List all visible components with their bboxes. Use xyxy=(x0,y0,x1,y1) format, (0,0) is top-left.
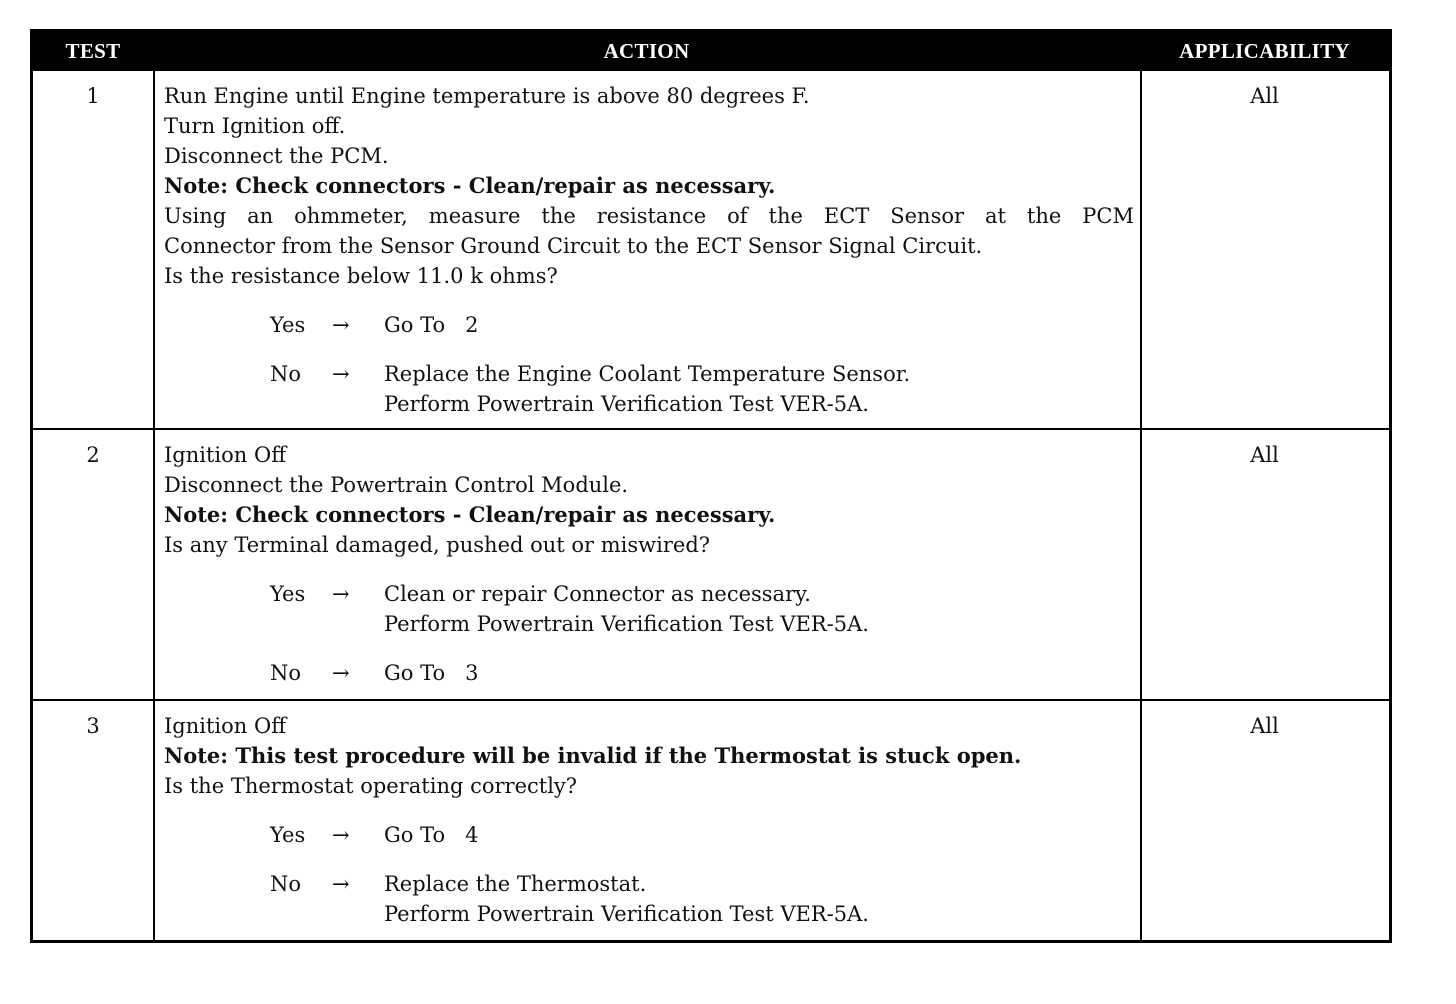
arrow-icon: → xyxy=(332,582,350,606)
no-result-line2: Perform Powertrain Verification Test VER-5A. xyxy=(384,392,869,416)
no-option xyxy=(164,658,1134,688)
no-result: Replace the Engine Coolant Temperature Sensor. xyxy=(384,362,911,386)
action-cell xyxy=(164,711,1134,929)
action-line: Disconnect the PCM. xyxy=(164,144,389,168)
no-label: No xyxy=(270,872,302,896)
yes-option xyxy=(164,310,1134,340)
question-line: Is any Terminal damaged, pushed out or miswired? xyxy=(164,533,711,557)
yes-result-line2: Perform Powertrain Verification Test VER-5A. xyxy=(384,612,869,636)
test-number: 2 xyxy=(86,443,100,467)
yes-result: Clean or repair Connector as necessary. xyxy=(384,582,811,606)
arrow-icon: → xyxy=(332,362,350,386)
action-line: Run Engine until Engine temperature is above 80 degrees F. xyxy=(164,84,810,108)
yes-label: Yes xyxy=(270,313,306,337)
note-line: Note: This test procedure will be invalid if the Thermostat is stuck open. xyxy=(164,743,1022,768)
arrow-icon: → xyxy=(332,872,350,896)
arrow-icon: → xyxy=(332,661,350,685)
note-line: Note: Check connectors - Clean/repair as necessary. xyxy=(164,173,776,198)
no-result-line2: Perform Powertrain Verification Test VER-5A. xyxy=(384,902,869,926)
yes-result: Go To 2 xyxy=(384,313,479,337)
arrow-icon: → xyxy=(332,313,350,337)
table-row xyxy=(33,71,1389,428)
no-result: Go To 3 xyxy=(384,661,479,685)
no-option xyxy=(164,359,1134,419)
table-header xyxy=(33,32,1389,71)
yes-label: Yes xyxy=(270,582,306,606)
yes-option xyxy=(164,579,1134,639)
no-result: Replace the Thermostat. xyxy=(384,872,647,896)
diagnostic-test-table xyxy=(30,29,1392,943)
header-action: ACTION xyxy=(603,39,690,63)
header-applicability: APPLICABILITY xyxy=(1179,39,1350,63)
action-line: Ignition Off xyxy=(164,443,287,467)
yes-label: Yes xyxy=(270,823,306,847)
action-cell xyxy=(164,81,1134,419)
action-line: Connector from the Sensor Ground Circuit to the ECT Sensor Signal Circuit. xyxy=(164,234,983,258)
action-line: Disconnect the Powertrain Control Module. xyxy=(164,473,629,497)
question-line: Is the resistance below 11.0 k ohms? xyxy=(164,264,558,288)
action-cell xyxy=(164,440,1134,688)
test-number: 1 xyxy=(86,84,100,108)
applicability-cell: All xyxy=(1250,443,1279,467)
question-line: Is the Thermostat operating correctly? xyxy=(164,774,578,798)
table-row xyxy=(33,701,1389,940)
action-line: Turn Ignition off. xyxy=(164,114,346,138)
applicability-cell: All xyxy=(1250,84,1279,108)
no-option xyxy=(164,869,1134,929)
note-line: Note: Check connectors - Clean/repair as necessary. xyxy=(164,502,776,527)
arrow-icon: → xyxy=(332,823,350,847)
header-test: TEST xyxy=(65,39,121,63)
action-line: Ignition Off xyxy=(164,714,287,738)
no-label: No xyxy=(270,362,302,386)
yes-result: Go To 4 xyxy=(384,823,479,847)
no-label: No xyxy=(270,661,302,685)
test-number: 3 xyxy=(86,714,100,738)
yes-option xyxy=(164,820,1134,850)
action-line: Using an ohmmeter, measure the resistance of the ECT Sensor at the PCM xyxy=(164,204,1134,228)
table-row xyxy=(33,430,1389,699)
applicability-cell: All xyxy=(1250,714,1279,738)
